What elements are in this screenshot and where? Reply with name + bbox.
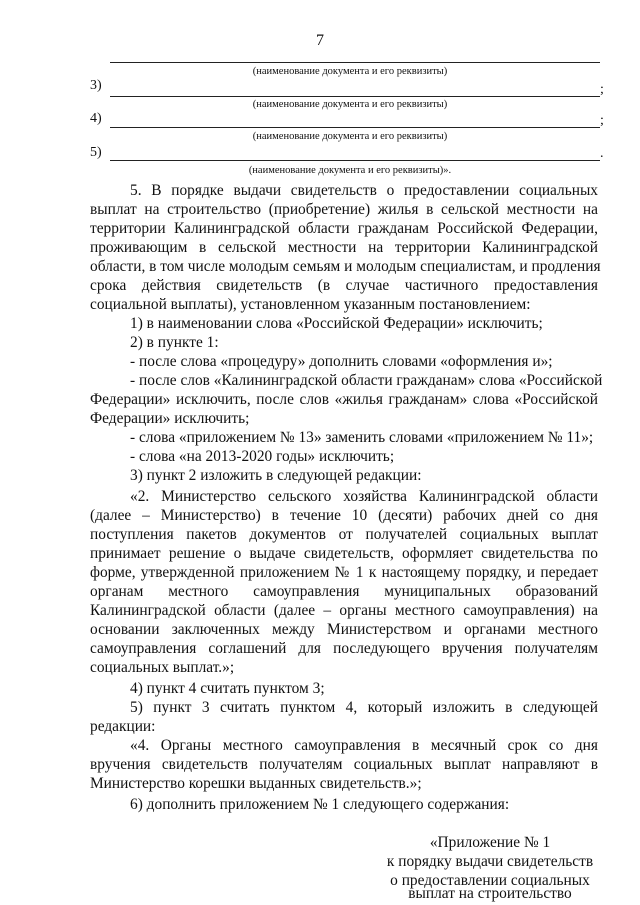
body-line: самоуправления соглашений для последующего вручения получателям bbox=[90, 640, 598, 657]
body-line: проживающим в сельской местности на территории Калининградской bbox=[90, 239, 598, 256]
requisite-caption: (наименование документа и его реквизиты) bbox=[252, 131, 448, 142]
requisite-line bbox=[110, 62, 600, 63]
body-line: социальных выплат.»; bbox=[90, 659, 235, 676]
requisite-line bbox=[110, 127, 600, 128]
body-line: принимает решение о выдаче свидетельств, оформляет свидетельства по bbox=[90, 545, 598, 562]
body-line: Калининградской области (далее – органы местного самоуправления) на bbox=[90, 602, 598, 619]
body-line: Федерации» исключить, после слов «жилья гражданам» слова «Российской bbox=[90, 391, 598, 408]
body-line: «2. Министерство сельского хозяйства Калининградской области bbox=[130, 488, 598, 505]
body-line: области, в том числе молодым семьям и молодым специалистам, и продления bbox=[90, 258, 601, 275]
body-line: органам местного самоуправления муниципальных образований bbox=[90, 583, 598, 600]
requisite-caption: (наименование документа и его реквизиты) bbox=[252, 99, 448, 110]
requisite-end: ; bbox=[600, 82, 604, 97]
requisite-number: 4) bbox=[90, 111, 102, 126]
body-line: социальной выплаты), установленном указанным постановлением: bbox=[90, 296, 531, 313]
body-line: 5. В порядке выдачи свидетельств о предоставлении социальных bbox=[130, 182, 598, 199]
body-line: поступления пакетов документов от получателей социальных выплат bbox=[90, 526, 598, 543]
body-line: - после слова «процедуру» дополнить словами «оформления и»; bbox=[130, 353, 553, 370]
body-line: 5) пункт 3 считать пунктом 4, который изложить в следующей bbox=[130, 699, 598, 716]
page-number: 7 bbox=[316, 32, 324, 49]
body-line: 3) пункт 2 изложить в следующей редакции: bbox=[130, 467, 422, 484]
requisite-end: ; bbox=[600, 113, 604, 128]
appendix-line: о предоставлении социальных bbox=[390, 872, 590, 889]
body-line: вручения свидетельств получателям социальных выплат направляют в bbox=[90, 756, 598, 773]
requisite-line bbox=[110, 160, 600, 161]
body-line: - слова «приложением № 13» заменить словами «приложением № 11»; bbox=[130, 429, 594, 446]
body-line: Федерации» исключить; bbox=[90, 410, 250, 427]
appendix-title: «Приложение № 1 bbox=[429, 834, 551, 851]
appendix-line: к порядку выдачи свидетельств bbox=[386, 853, 594, 870]
body-line: - после слов «Калининградской области гражданам» слова «Российской bbox=[130, 372, 603, 389]
requisite-number: 5) bbox=[90, 145, 102, 160]
body-line: Министерство корешки выданных свидетельств.»; bbox=[90, 775, 422, 792]
requisite-number: 3) bbox=[90, 78, 102, 93]
requisite-caption: (наименование документа и его реквизиты) bbox=[252, 66, 448, 77]
body-line: форме, утвержденной приложением № 1 к настоящему порядку, и передает bbox=[90, 564, 598, 581]
body-line: 1) в наименовании слова «Российской Федерации» исключить; bbox=[130, 315, 543, 332]
appendix-line: выплат на строительство bbox=[408, 885, 572, 902]
body-line: территории Калининградской области гражданам Российской Федерации, bbox=[90, 220, 598, 237]
requisite-line bbox=[110, 96, 600, 97]
body-line: «4. Органы местного самоуправления в месячный срок со дня bbox=[130, 737, 598, 754]
requisite-end: . bbox=[600, 146, 604, 161]
body-line: 4) пункт 4 считать пунктом 3; bbox=[130, 680, 325, 697]
body-line: 2) в пункте 1: bbox=[130, 334, 219, 351]
body-line: - слова «на 2013-2020 годы» исключить; bbox=[130, 448, 395, 465]
requisite-caption: (наименование документа и его реквизиты)». bbox=[248, 165, 452, 176]
body-line: срока действия свидетельств (в случае частичного предоставления bbox=[90, 277, 598, 294]
body-line: 6) дополнить приложением № 1 следующего содержания: bbox=[130, 796, 510, 813]
body-line: выплат на строительство (приобретение) жилья в сельской местности на bbox=[90, 201, 598, 218]
body-line: основании заключенных между Министерством и органами местного bbox=[90, 621, 598, 638]
body-line: редакции: bbox=[90, 718, 156, 735]
body-line: (далее – Министерство) в течение 10 (десяти) рабочих дней со дня bbox=[90, 507, 598, 524]
